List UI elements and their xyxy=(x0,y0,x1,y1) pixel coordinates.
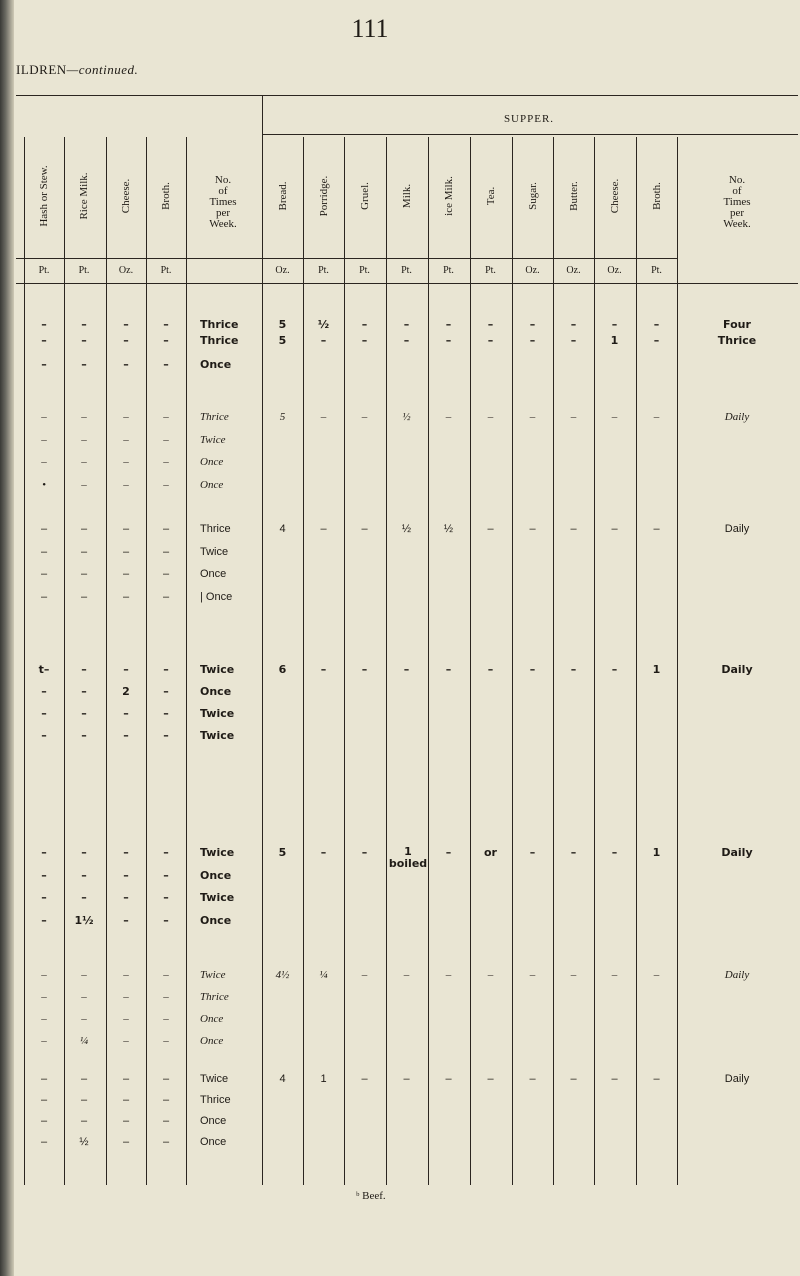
left-times-cell: Once xyxy=(200,1136,227,1148)
supper-cell: 1 xyxy=(320,1073,327,1085)
supper-times-cell: Daily xyxy=(724,411,750,423)
left-cell: – xyxy=(163,1013,169,1025)
supper-cell: 5 xyxy=(279,411,286,423)
supper-cell: – xyxy=(611,523,618,535)
supper-cell: – xyxy=(487,318,494,331)
column-rule xyxy=(386,137,387,1185)
left-times-cell: Thrice xyxy=(200,1094,231,1106)
left-cell: – xyxy=(122,1073,130,1085)
supper-cell: 1 xyxy=(652,663,661,676)
supper-cell: – xyxy=(361,663,368,676)
left-cell: – xyxy=(123,891,129,904)
column-rule xyxy=(106,137,107,1185)
left-cell: – xyxy=(80,591,88,604)
rule-top xyxy=(16,95,798,96)
column-header: Cheese. xyxy=(120,178,132,214)
supper-cell: ½ xyxy=(402,411,411,423)
supper-cell: – xyxy=(320,523,327,535)
left-times-cell: Twice xyxy=(200,1073,229,1085)
supper-times-cell: Daily xyxy=(724,969,750,981)
column-header: Bread. xyxy=(276,181,289,211)
supper-cell: – xyxy=(487,523,494,535)
supper-cell: – xyxy=(653,523,660,535)
left-cell: – xyxy=(41,318,47,331)
running-head xyxy=(16,62,138,78)
left-cell: – xyxy=(162,523,170,535)
left-cell: – xyxy=(163,891,169,904)
left-cell: – xyxy=(123,913,129,927)
column-rule xyxy=(594,137,595,1185)
left-cell: – xyxy=(41,891,47,904)
supper-cell: 6 xyxy=(278,663,287,676)
left-cell: – xyxy=(40,1136,48,1148)
left-cell: – xyxy=(81,318,87,331)
header-word: Week. xyxy=(209,218,237,230)
supper-cell: 5 xyxy=(278,846,287,859)
left-cell: – xyxy=(162,1073,170,1085)
supper-cell: – xyxy=(445,846,452,859)
left-cell: ¼ xyxy=(79,1035,89,1047)
left-cell: – xyxy=(163,969,169,981)
left-cell: – xyxy=(41,358,47,371)
left-cell: – xyxy=(81,969,87,981)
left-cell: – xyxy=(41,1035,47,1047)
supper-cell: – xyxy=(529,523,536,535)
page-binding-edge xyxy=(0,0,14,1276)
left-times-cell: Twice xyxy=(200,433,226,446)
column-unit: Oz. xyxy=(118,265,134,276)
column-rule xyxy=(64,137,65,1185)
left-cell: – xyxy=(163,846,169,859)
left-cell: – xyxy=(162,1115,170,1127)
left-cell: – xyxy=(123,318,129,331)
supper-cell: – xyxy=(653,318,660,331)
supper-cell: – xyxy=(529,969,536,981)
supper-cell: – xyxy=(487,663,494,676)
left-cell: – xyxy=(123,663,129,676)
supper-cell: – xyxy=(403,663,410,676)
supper-cell: – xyxy=(611,411,618,423)
supper-cell: – xyxy=(570,969,577,981)
left-cell: – xyxy=(123,433,129,446)
left-cell: – xyxy=(123,1013,129,1025)
left-cell: – xyxy=(163,318,169,331)
left-times-cell: Once xyxy=(200,1013,224,1025)
supper-cell: – xyxy=(361,334,368,347)
supper-cell: ½ xyxy=(443,523,454,535)
left-cell: – xyxy=(163,663,169,676)
left-cell: – xyxy=(41,685,47,698)
column-header: Gruel. xyxy=(358,182,371,210)
left-cell: – xyxy=(122,523,130,535)
left-cell: – xyxy=(122,545,130,558)
supper-cell: – xyxy=(529,318,536,331)
left-cell: – xyxy=(80,545,88,558)
times-per-week-header xyxy=(677,175,797,230)
left-cell: – xyxy=(123,358,129,371)
supper-cell: – xyxy=(445,334,452,347)
left-cell: – xyxy=(123,868,129,882)
left-times-cell: Thrice xyxy=(200,523,231,535)
column-header: Porridge. xyxy=(317,175,330,217)
left-cell: – xyxy=(123,456,129,469)
left-cell: – xyxy=(122,1094,130,1106)
supper-cell: – xyxy=(445,318,452,331)
supper-cell: – xyxy=(653,969,660,981)
supper-cell: – xyxy=(320,411,327,423)
left-cell: – xyxy=(81,729,87,742)
header-word: of xyxy=(218,185,228,197)
left-cell: 2 xyxy=(122,685,130,698)
left-cell: – xyxy=(81,479,87,492)
header-word: Times xyxy=(723,196,751,208)
header-word: Week. xyxy=(723,218,751,230)
left-cell: – xyxy=(81,411,87,423)
left-times-cell: Once xyxy=(200,568,227,581)
supper-cell: – xyxy=(403,969,410,981)
left-cell: – xyxy=(122,1136,130,1148)
left-cell: – xyxy=(41,729,47,742)
supper-cell: – xyxy=(320,663,327,676)
supper-cell: 5 xyxy=(278,334,287,347)
left-times-cell: Once xyxy=(200,1115,227,1127)
supper-cell: – xyxy=(570,1073,577,1085)
left-times-cell: Once xyxy=(200,913,232,927)
header-word: of xyxy=(732,185,742,197)
left-cell: – xyxy=(122,1115,130,1127)
left-cell: – xyxy=(41,707,47,720)
left-cell: – xyxy=(40,523,48,535)
left-cell: – xyxy=(162,568,170,581)
supper-cell: – xyxy=(529,411,536,423)
column-rule xyxy=(303,137,304,1185)
left-cell: t– xyxy=(38,663,50,676)
supper-cell: – xyxy=(611,969,618,981)
supper-cell: or xyxy=(484,846,497,859)
supper-cell: – xyxy=(611,318,618,331)
supper-times-cell: Four xyxy=(723,318,751,331)
column-rule xyxy=(24,137,25,1185)
left-cell: – xyxy=(123,411,129,423)
supper-cell: 1 boiled xyxy=(388,845,428,870)
left-cell: – xyxy=(123,991,129,1003)
column-unit: Oz. xyxy=(607,265,622,276)
left-cell: – xyxy=(41,433,47,446)
left-times-cell: Twice xyxy=(200,707,235,720)
supper-cell: – xyxy=(445,411,452,423)
left-cell: – xyxy=(81,685,87,698)
supper-cell: – xyxy=(445,969,452,981)
left-cell: ½ xyxy=(79,1136,89,1148)
left-cell: – xyxy=(163,685,169,698)
left-times-cell: Thrice xyxy=(200,334,239,347)
left-cell: – xyxy=(163,456,169,469)
supper-cell: – xyxy=(320,334,327,347)
left-cell: – xyxy=(41,969,47,981)
header-word: No. xyxy=(214,174,232,186)
supper-cell: – xyxy=(570,334,577,347)
left-cell: – xyxy=(40,1094,48,1106)
left-cell: – xyxy=(40,1115,48,1127)
column-unit: Pt. xyxy=(651,265,662,276)
rule-header-bottom xyxy=(16,283,798,284)
column-rule xyxy=(146,137,147,1185)
column-header: Rice Milk. xyxy=(78,172,90,220)
supper-cell: – xyxy=(487,334,494,347)
supper-cell: 5 xyxy=(278,318,287,331)
supper-cell: – xyxy=(403,318,410,331)
left-cell: – xyxy=(40,545,48,558)
supper-cell: – xyxy=(487,411,494,423)
column-header: Milk. xyxy=(400,183,413,209)
left-cell: – xyxy=(81,663,87,676)
supper-cell: ¼ xyxy=(319,969,328,981)
column-unit: Oz. xyxy=(566,265,581,276)
supper-cell: – xyxy=(570,846,577,859)
supper-cell: – xyxy=(445,663,452,676)
left-times-cell: Once xyxy=(200,868,232,882)
column-unit: Pt. xyxy=(401,265,412,276)
left-cell: – xyxy=(41,334,47,347)
supper-cell: – xyxy=(403,334,410,347)
column-unit: Pt. xyxy=(160,265,172,276)
left-cell: – xyxy=(123,969,129,981)
column-header: Tea. xyxy=(484,186,497,206)
left-cell: – xyxy=(41,991,47,1003)
supper-cell: – xyxy=(487,1073,494,1085)
header-word: Times xyxy=(209,196,237,208)
footnote: ᵇ Beef. xyxy=(356,1190,386,1202)
column-rule xyxy=(344,137,345,1185)
supper-cell: – xyxy=(361,969,368,981)
column-unit: Oz. xyxy=(275,265,290,276)
running-head-prefix: ILDREN xyxy=(16,62,67,77)
left-cell: 1½ xyxy=(74,913,94,927)
left-cell: – xyxy=(81,846,87,859)
left-cell: – xyxy=(163,707,169,720)
supper-cell: – xyxy=(529,663,536,676)
header-word: No. xyxy=(728,174,746,186)
rule-units xyxy=(16,258,678,259)
column-rule xyxy=(262,95,263,1185)
left-cell: – xyxy=(41,913,47,927)
column-header: Broth. xyxy=(160,182,172,210)
supper-times-cell: Daily xyxy=(721,846,753,859)
left-cell: – xyxy=(80,1094,88,1106)
left-cell: – xyxy=(163,334,169,347)
left-cell: – xyxy=(80,1073,88,1085)
left-cell: – xyxy=(40,1073,48,1085)
column-unit: Oz. xyxy=(525,265,540,276)
supper-cell: – xyxy=(361,846,368,859)
supper-cell: – xyxy=(611,1073,618,1085)
left-times-cell: Once xyxy=(200,479,224,492)
left-cell: – xyxy=(41,1013,47,1025)
column-unit: Pt. xyxy=(443,265,454,276)
supper-times-cell: Thrice xyxy=(717,334,757,347)
column-header: Cheese. xyxy=(608,178,621,214)
left-cell: – xyxy=(40,591,48,604)
left-cell: – xyxy=(123,707,129,720)
supper-cell: 4½ xyxy=(275,969,290,981)
column-rule xyxy=(470,137,471,1185)
left-cell: – xyxy=(163,411,169,423)
column-rule xyxy=(186,137,187,1185)
column-header: Hash or Stew. xyxy=(38,165,50,227)
left-cell: – xyxy=(162,591,170,604)
column-header: Sugar. xyxy=(526,182,539,210)
left-times-cell: Thrice xyxy=(200,411,229,423)
left-cell: • xyxy=(42,479,46,492)
left-cell: – xyxy=(41,868,47,882)
column-rule xyxy=(553,137,554,1185)
left-cell: – xyxy=(41,456,47,469)
left-times-cell: Once xyxy=(200,358,232,371)
left-cell: – xyxy=(162,545,170,558)
supper-cell: – xyxy=(361,411,368,423)
column-unit: Pt. xyxy=(485,265,496,276)
left-times-cell: Twice xyxy=(200,846,235,859)
left-cell: – xyxy=(123,1035,129,1047)
supper-cell: – xyxy=(570,318,577,331)
column-rule xyxy=(636,137,637,1185)
column-unit: Pt. xyxy=(78,265,90,276)
supper-cell: – xyxy=(570,411,577,423)
supper-times-cell: Daily xyxy=(724,1073,750,1085)
supper-times-cell: Daily xyxy=(721,663,753,676)
left-cell: – xyxy=(123,334,129,347)
left-times-cell: Twice xyxy=(200,545,229,558)
left-cell: – xyxy=(163,358,169,371)
left-cell: – xyxy=(81,707,87,720)
supper-cell: – xyxy=(361,1073,368,1085)
supper-cell: – xyxy=(529,1073,536,1085)
left-cell: – xyxy=(81,991,87,1003)
column-header: Broth. xyxy=(650,182,663,210)
supper-cell: 1 xyxy=(610,334,619,347)
left-times-cell: Twice xyxy=(200,663,235,676)
left-cell: – xyxy=(41,411,47,423)
left-cell: – xyxy=(123,846,129,859)
left-cell: – xyxy=(163,433,169,446)
left-cell: – xyxy=(80,1115,88,1127)
supper-cell: – xyxy=(570,663,577,676)
supper-cell: – xyxy=(487,969,494,981)
left-times-cell: Thrice xyxy=(200,318,239,331)
supper-cell: – xyxy=(529,846,536,859)
left-cell: – xyxy=(81,334,87,347)
supper-cell: ½ xyxy=(401,523,412,535)
left-cell: – xyxy=(81,868,87,882)
supper-heading: SUPPER. xyxy=(503,113,555,125)
supper-cell: – xyxy=(653,411,660,423)
left-cell: – xyxy=(163,991,169,1003)
left-cell: – xyxy=(163,729,169,742)
left-cell: – xyxy=(81,1013,87,1025)
supper-cell: – xyxy=(320,846,327,859)
left-cell: – xyxy=(81,433,87,446)
rule-supper xyxy=(262,134,798,135)
left-cell: – xyxy=(81,891,87,904)
column-rule xyxy=(428,137,429,1185)
left-cell: – xyxy=(162,1094,170,1106)
supper-cell: – xyxy=(361,318,368,331)
supper-times-cell: Daily xyxy=(724,523,750,535)
supper-cell: – xyxy=(570,523,577,535)
supper-cell: – xyxy=(653,1073,660,1085)
supper-cell: ½ xyxy=(317,318,330,331)
left-cell: – xyxy=(163,1035,169,1047)
left-cell: – xyxy=(80,523,88,535)
left-times-cell: Once xyxy=(200,685,232,698)
left-times-cell: Once xyxy=(200,1035,224,1047)
column-unit: Pt. xyxy=(38,265,50,276)
left-times-cell: Once xyxy=(200,456,224,469)
left-cell: – xyxy=(122,568,130,581)
supper-cell: – xyxy=(653,334,660,347)
supper-cell: 4 xyxy=(279,523,286,535)
left-times-cell: Twice xyxy=(200,729,235,742)
column-unit: Pt. xyxy=(359,265,370,276)
left-cell: – xyxy=(163,868,169,882)
header-word: per xyxy=(729,207,745,219)
header-word: per xyxy=(215,207,231,219)
supper-cell: – xyxy=(611,846,618,859)
left-times-cell: Twice xyxy=(200,969,226,981)
left-cell: – xyxy=(41,846,47,859)
left-cell: – xyxy=(81,358,87,371)
left-cell: – xyxy=(123,729,129,742)
supper-cell: – xyxy=(529,334,536,347)
column-rule xyxy=(677,137,678,1185)
left-cell: – xyxy=(122,591,130,604)
column-header: ice Milk. xyxy=(442,176,455,216)
running-head-suffix: —continued. xyxy=(66,62,139,77)
supper-cell: 4 xyxy=(279,1073,286,1085)
times-per-week-header xyxy=(186,175,260,230)
left-cell: – xyxy=(163,479,169,492)
left-times-cell: Twice xyxy=(200,891,235,904)
left-cell: – xyxy=(40,568,48,581)
page-number: 111 xyxy=(351,14,389,43)
left-cell: – xyxy=(81,456,87,469)
supper-cell: – xyxy=(361,523,368,535)
column-rule xyxy=(512,137,513,1185)
supper-cell: – xyxy=(445,1073,452,1085)
column-unit: Pt. xyxy=(318,265,329,276)
supper-cell: – xyxy=(611,663,618,676)
left-times-cell: Thrice xyxy=(200,991,229,1003)
left-cell: – xyxy=(163,913,169,927)
left-cell: – xyxy=(123,479,129,492)
supper-cell: 1 xyxy=(652,846,661,859)
supper-cell: – xyxy=(403,1073,410,1085)
left-times-cell: | Once xyxy=(200,591,233,604)
left-cell: – xyxy=(162,1136,170,1148)
column-header: Butter. xyxy=(567,181,580,211)
left-cell: – xyxy=(80,568,88,581)
